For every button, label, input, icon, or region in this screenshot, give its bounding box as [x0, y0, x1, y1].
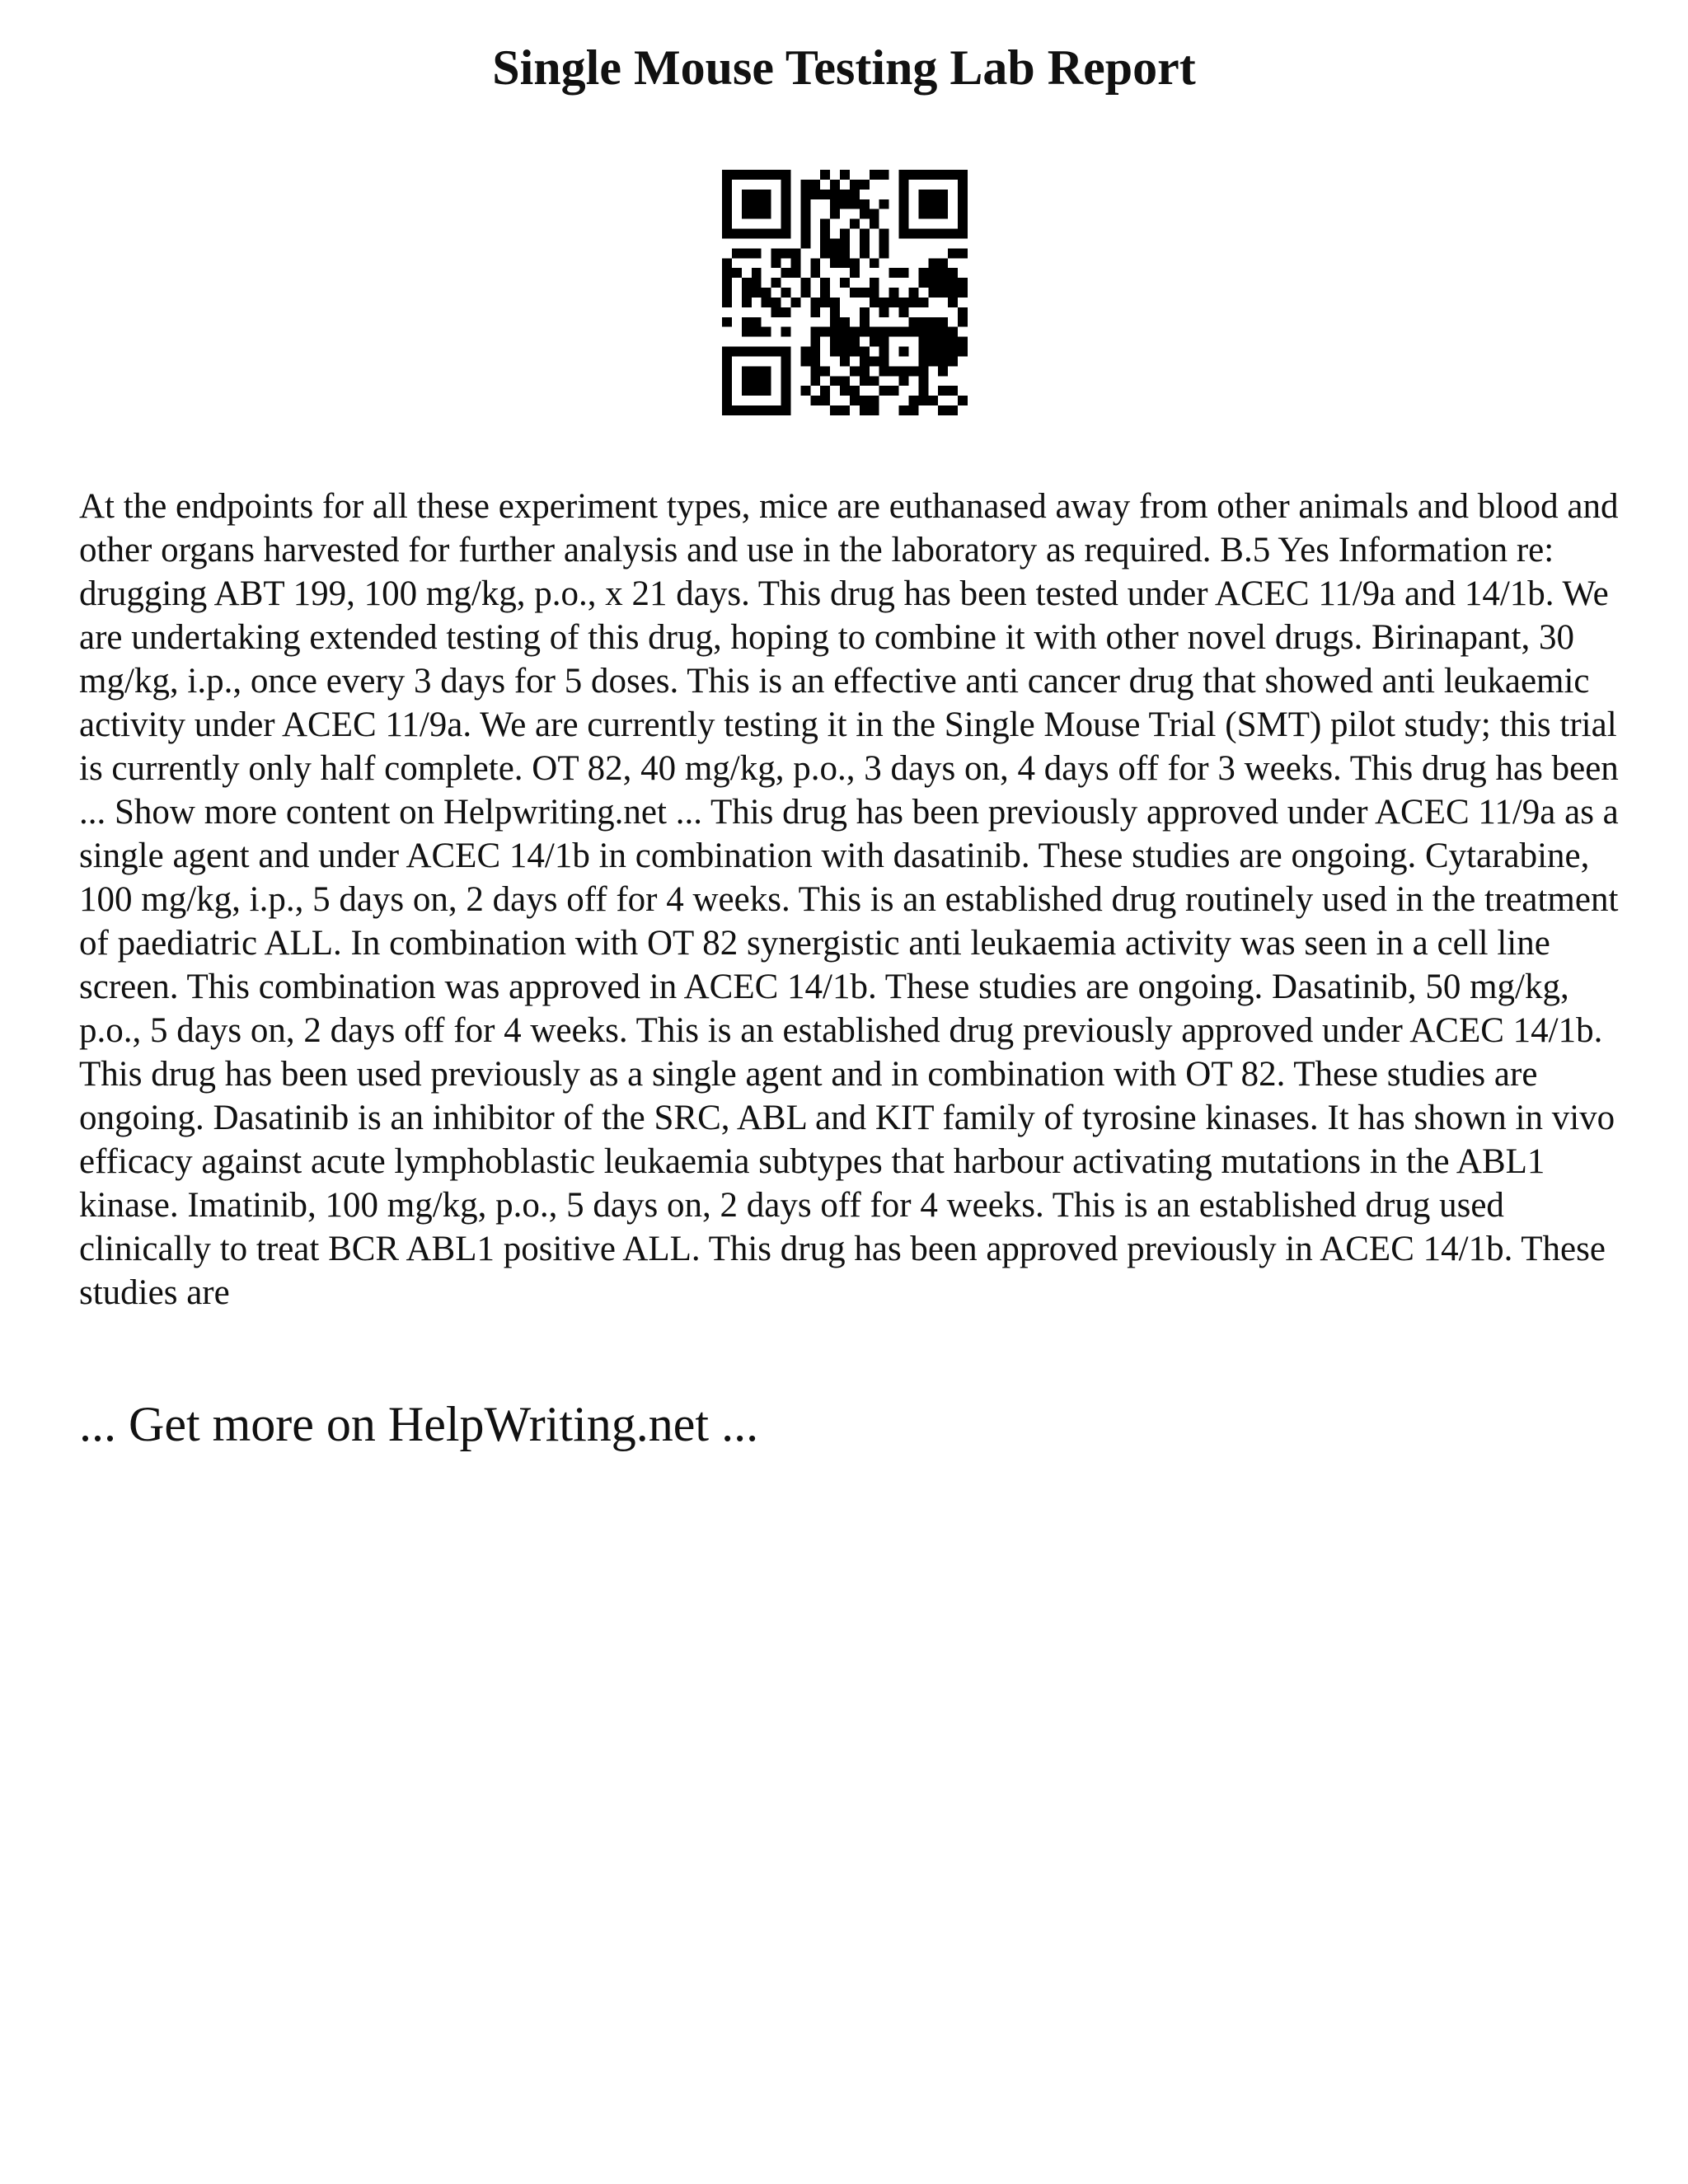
page-title: Single Mouse Testing Lab Report	[492, 40, 1196, 95]
qr-code-icon	[722, 170, 968, 415]
helpwriting-link[interactable]: ... Get more on HelpWriting.net ...	[79, 1397, 759, 1451]
body-paragraph: At the endpoints for all these experiment types, mice are euthanased away from other animals and blood and other organs harvested for further analysis and use in the laboratory as required. B.5 Yes Information re: drugging ABT 199, 100 mg/kg, p.o., x 21 days. This drug has been tested under ACEC 11/9a and 14/1b. We are undertaking extended testing of this drug, hoping to combine it with other novel drugs. Birinapant, 30 mg/kg, i.p., once every 3 days for 5 doses. This is an effective anti cancer drug that showed anti leukaemic activity under ACEC 11/9a. We are currently testing it in the Single Mouse Trial (SMT) pilot study; this trial is currently only half complete. OT 82, 40 mg/kg, p.o., 3 days on, 4 days off for 3 weeks. This drug has been ... Show more content on Helpwriting.net ... This drug has been previously approved under ACEC 11/9a as a single agent and under ACEC 14/1b in combination with dasatinib. These studies are ongoing. Cytarabine, 100 mg/kg, i.p., 5 days on, 2 days off for 4 weeks. This is an established drug routinely used in the treatment of paediatric ALL. In combination with OT 82 synergistic anti leukaemia activity was seen in a cell line screen. This combination was approved in ACEC 14/1b. These studies are ongoing. Dasatinib, 50 mg/kg, p.o., 5 days on, 2 days off for 4 weeks. This is an established drug previously approved under ACEC 14/1b. This drug has been used previously as a single agent and in combination with OT 82. These studies are ongoing. Dasatinib is an inhibitor of the SRC, ABL and KIT family of tyrosine kinases. It has shown in vivo efficacy against acute lymphoblastic leukaemia subtypes that harbour activating mutations in the ABL1 kinase. Imatinib, 100 mg/kg, p.o., 5 days on, 2 days off for 4 weeks. This is an established drug used clinically to treat BCR ABL1 positive ALL. This drug has been approved previously in ACEC 14/1b. These studies are	[79, 487, 1619, 1312]
